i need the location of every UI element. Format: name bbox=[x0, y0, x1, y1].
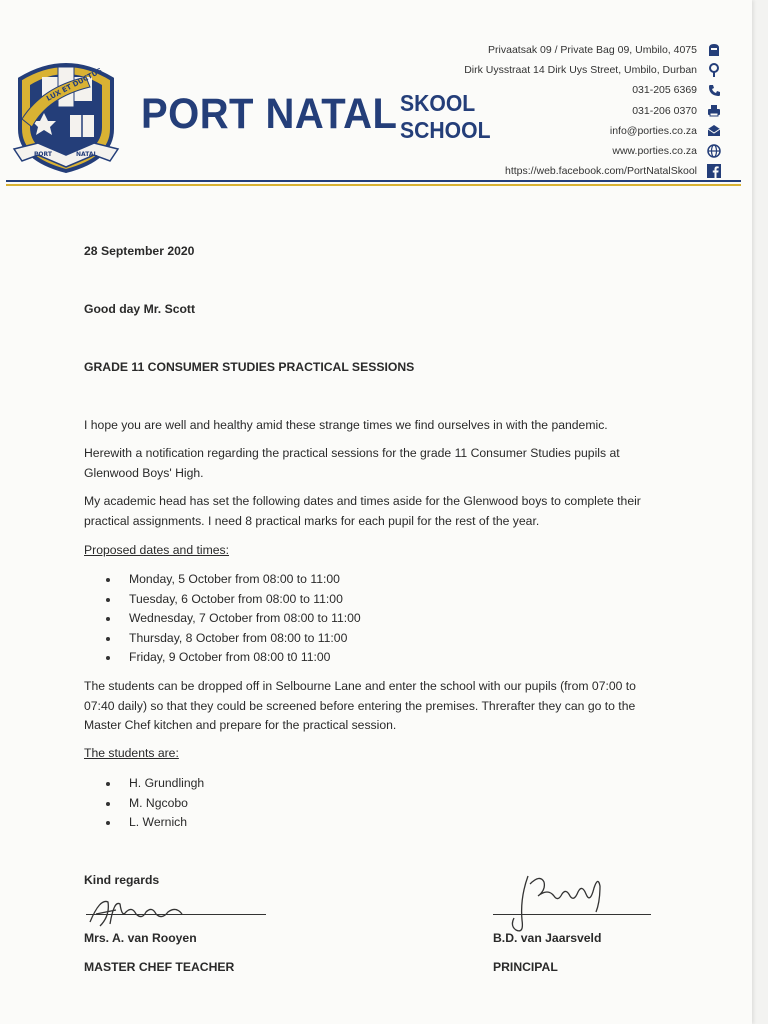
contact-row-street: Dirk Uysstraat 14 Dirk Uys Street, Umbilo, Durban bbox=[422, 60, 722, 80]
list-item: M. Ngcobo bbox=[84, 794, 204, 814]
letter-date: 28 September 2020 bbox=[84, 244, 195, 258]
contact-row-email: info@porties.co.za bbox=[422, 121, 722, 141]
paragraph-3: My academic head has set the following dates and times aside for the Glenwood boys to complete their practical assignments. I need 8 practical marks for each pupil for the rest of the year. bbox=[84, 494, 641, 528]
students-heading: The students are: bbox=[84, 746, 179, 760]
dates-heading: Proposed dates and times: bbox=[84, 543, 229, 557]
closing: Kind regards bbox=[84, 873, 160, 887]
signatory-teacher-title: MASTER CHEF TEACHER bbox=[84, 960, 235, 974]
dates-list bbox=[84, 570, 361, 668]
letterhead-rule-gold bbox=[6, 184, 741, 186]
location-pin-icon bbox=[706, 62, 722, 78]
facebook-icon bbox=[706, 163, 722, 179]
contact-row-facebook: https://web.facebook.com/PortNatalSkool bbox=[422, 161, 722, 181]
contact-row-phone: 031-205 6369 bbox=[422, 80, 722, 100]
signature-van-rooyen bbox=[86, 892, 196, 932]
list-item: Friday, 9 October from 08:00 t0 11:00 bbox=[84, 648, 361, 668]
paragraph-1: I hope you are well and healthy amid these strange times we find ourselves in with the pandemic. bbox=[84, 418, 608, 432]
contact-details bbox=[422, 40, 722, 181]
mailbox-icon bbox=[706, 42, 722, 58]
crest-motto: LUX ET DUCTUS bbox=[45, 66, 104, 103]
contact-row-postal: Privaatsak 09 / Private Bag 09, Umbilo, 4075 bbox=[422, 40, 722, 60]
signatory-teacher-name: Mrs. A. van Rooyen bbox=[84, 931, 197, 945]
fax-icon bbox=[706, 103, 722, 119]
list-item: H. Grundlingh bbox=[84, 774, 204, 794]
list-item: Wednesday, 7 October from 08:00 to 11:00 bbox=[84, 609, 361, 629]
signatory-principal-name: B.D. van Jaarsveld bbox=[493, 931, 602, 945]
signature-line-principal bbox=[493, 914, 651, 915]
list-item: L. Wernich bbox=[84, 813, 204, 833]
students-list bbox=[84, 774, 204, 833]
paragraph-2: Herewith a notification regarding the practical sessions for the grade 11 Consumer Studies pupils at Glenwood Boys' High. bbox=[84, 446, 620, 480]
globe-icon bbox=[706, 143, 722, 159]
list-item: Monday, 5 October from 08:00 to 11:00 bbox=[84, 570, 361, 590]
signatory-principal-title: PRINCIPAL bbox=[493, 960, 558, 974]
signature-line-teacher bbox=[86, 914, 266, 915]
phone-icon bbox=[706, 82, 722, 98]
school-name: PORT NATAL bbox=[141, 90, 398, 138]
paragraph-4: The students can be dropped off in Selbourne Lane and enter the school with our pupils (from 07:00 to 07:40 daily) so that they could be screened before entering the premises. Threrafter they can go to the Master Chef kitchen and prepare for the practical session. bbox=[84, 679, 636, 732]
letterhead-rule-blue bbox=[6, 180, 741, 182]
school-subtitle-english: SCHOOL bbox=[400, 117, 491, 143]
school-subtitle-afrikaans: SKOOL bbox=[400, 90, 476, 116]
school-crest-logo bbox=[12, 57, 120, 173]
list-item: Tuesday, 6 October from 08:00 to 11:00 bbox=[84, 590, 361, 610]
letter-greeting: Good day Mr. Scott bbox=[84, 302, 196, 316]
letter-subject: GRADE 11 CONSUMER STUDIES PRACTICAL SESSIONS bbox=[84, 360, 415, 374]
contact-row-fax: 031-206 0370 bbox=[422, 101, 722, 121]
list-item: Thursday, 8 October from 08:00 to 11:00 bbox=[84, 629, 361, 649]
email-icon bbox=[706, 123, 722, 139]
crest-banner-left: PORT bbox=[34, 151, 52, 158]
crest-banner-right: NATAL bbox=[76, 151, 98, 158]
contact-row-website: www.porties.co.za bbox=[422, 141, 722, 161]
